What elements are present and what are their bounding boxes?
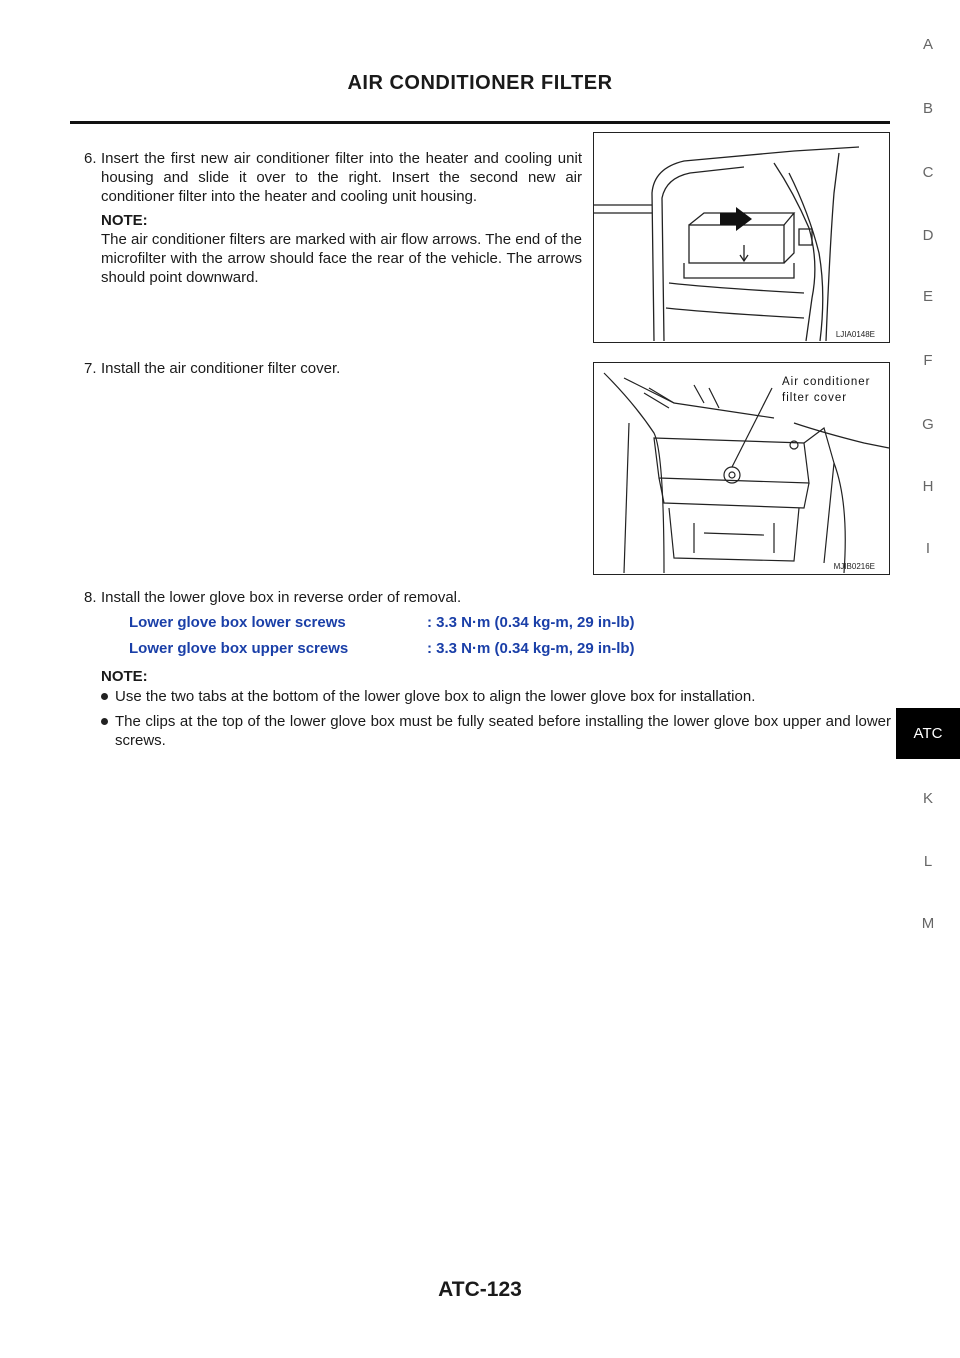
airflow-arrow-icon [720,207,752,231]
step-6-text: Insert the first new air conditioner filter into the heater and cooling unit housing and slide it over to the right. Insert the second new air conditioner filter into the heater and cooling unit housing. [101,150,582,205]
section-index-h[interactable]: H [922,478,934,495]
page-number: ATC-123 [438,1278,522,1301]
torque-spec-value: : 3.3 N·m (0.34 kg-m, 29 in-lb) [427,614,635,631]
section-index-c[interactable]: C [922,164,934,181]
torque-spec-label: Lower glove box upper screws [129,640,349,657]
step-8-number: 8. [84,589,97,606]
note-bullet-text: Use the two tabs at the bottom of the lower glove box to align the lower glove box for installation. [115,688,756,705]
section-index-atc-active[interactable]: ATC [896,708,960,759]
torque-spec-label: Lower glove box lower screws [129,614,346,631]
callout-line-1: Air conditioner [782,376,871,388]
section-index-d[interactable]: D [922,227,934,244]
figure-filter-cover [593,362,890,575]
note-bullet-text: The clips at the top of the lower glove box must be fully seated before installing the lower glove box upper and lower screws. [115,713,891,749]
bullet-icon [101,693,108,700]
section-index-k[interactable]: K [922,790,933,807]
step-7-text: Install the air conditioner filter cover. [101,360,341,377]
step-6-note-label: NOTE: [101,212,148,229]
section-index-a[interactable]: A [922,36,933,53]
section-index-b[interactable]: B [922,100,933,117]
section-index-m[interactable]: M [921,915,935,932]
page-title: AIR CONDITIONER FILTER [347,72,613,94]
final-note-label: NOTE: [101,668,148,685]
section-index-i[interactable]: I [925,540,931,557]
filter-insertion-illustration [594,133,891,344]
step-6-note-text: The air conditioner filters are marked with air flow arrows. The end of the microfilter with the arrow should face the rear of the vehicle. The arrows should point downward. [101,231,582,286]
section-index-f[interactable]: F [923,352,933,369]
step-8-text: Install the lower glove box in reverse order of removal. [101,589,462,606]
torque-spec-value: : 3.3 N·m (0.34 kg-m, 29 in-lb) [427,640,635,657]
figure-code: LJIA0148E [835,330,875,339]
filter-cover-illustration [594,363,891,576]
section-index-g[interactable]: G [922,416,934,433]
header-rule [70,121,890,124]
figure-filter-insertion [593,132,890,343]
section-index-l[interactable]: L [923,853,933,870]
step-7-number: 7. [84,360,97,377]
callout-line-2: filter cover [782,392,848,404]
section-index-e[interactable]: E [922,288,933,305]
step-6-number: 6. [84,150,97,167]
bullet-icon [101,718,108,725]
figure-code: MJIB0216E [833,562,875,571]
